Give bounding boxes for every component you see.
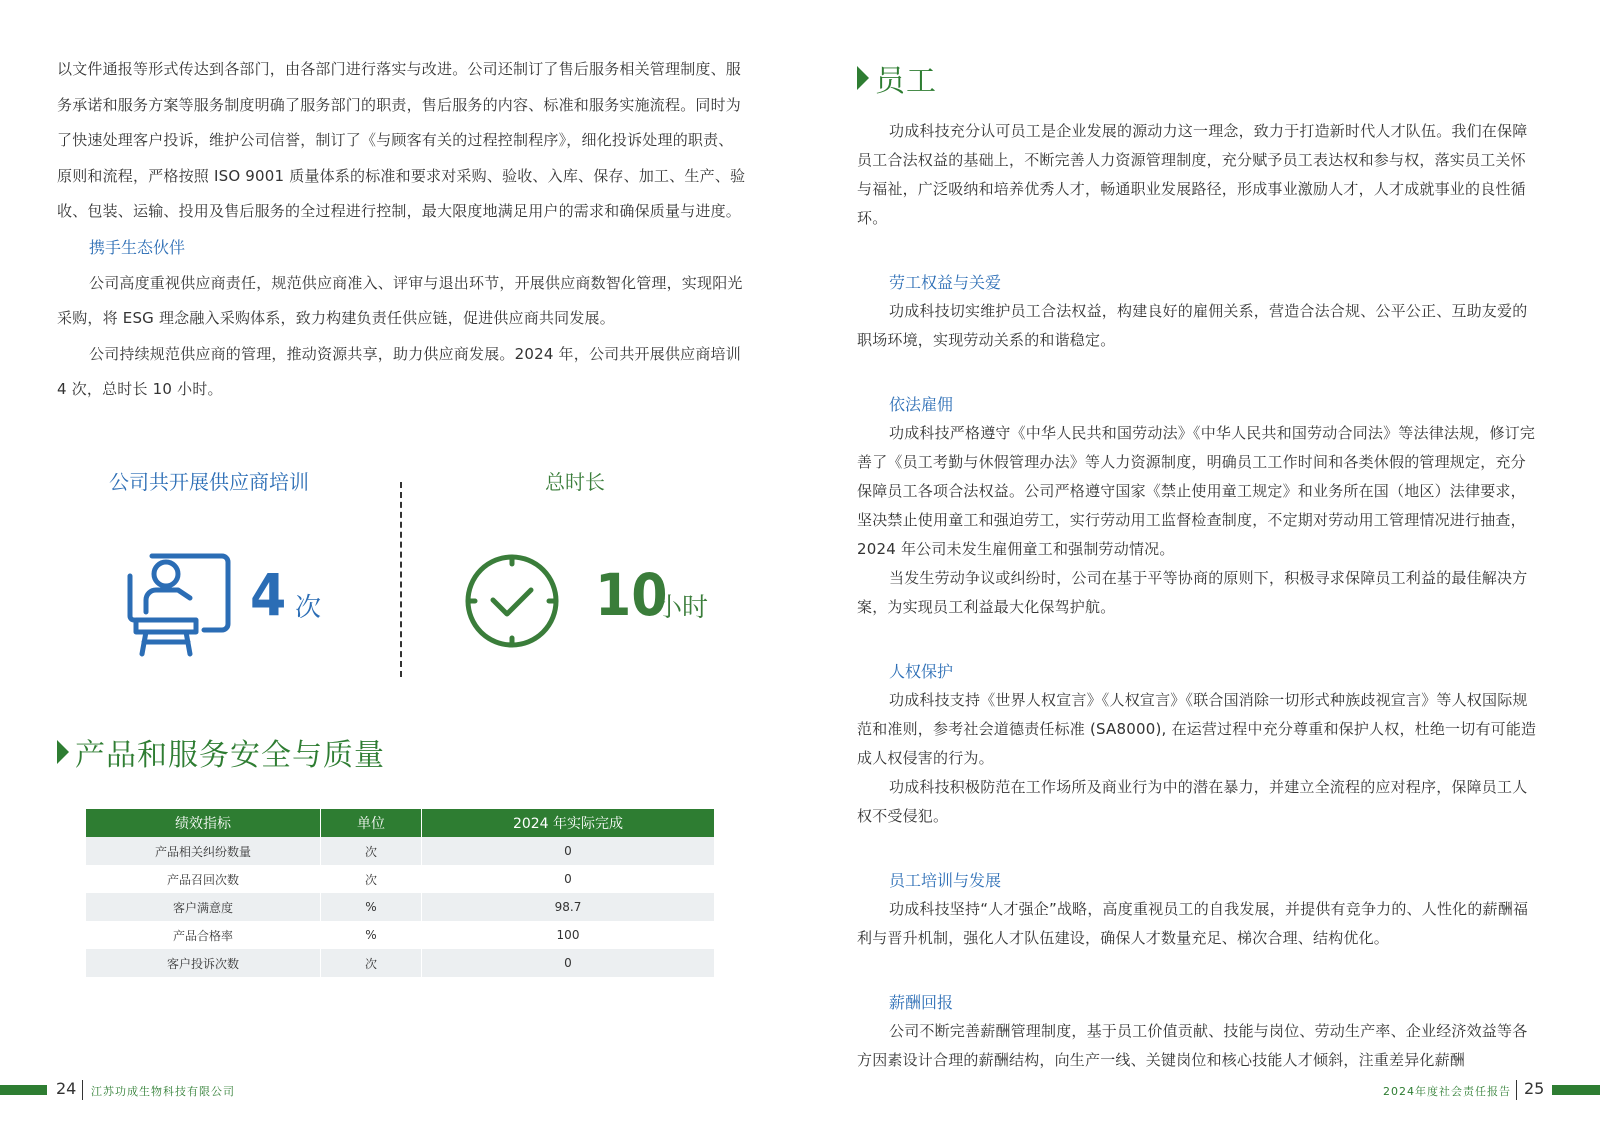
salary-heading: 薪酬回报 <box>889 993 954 1012</box>
lawful-hiring-paragraph-2: 当发生劳动争议或纠纷时，公司在基于平等协商的原则下，积极寻求保障员工利益的最佳解决方案，为实现员工利益最大化保驾护航。 <box>857 569 1528 616</box>
employee-section-title: 员工 <box>875 64 937 99</box>
quality-section-heading <box>57 730 385 774</box>
heading-arrow-icon <box>57 740 69 764</box>
partner-paragraph-2: 公司持续规范供应商的管理，推动资源共享，助力供应商发展。2024 年，公司共开展供应商培训 4 次，总时长 10 小时。 <box>57 344 741 398</box>
human-rights-paragraph-2: 功成科技积极防范在工作场所及商业行为中的潜在暴力，并建立全流程的应对程序，保障员工人权不受侵犯。 <box>857 778 1528 825</box>
footer-divider-left <box>82 1080 83 1100</box>
human-rights-heading: 人权保护 <box>889 662 954 681</box>
human-rights-paragraph-1: 功成科技支持《世界人权宣言》《人权宣言》《联合国消除一切形式种族歧视宣言》等人权国际规范和准则，参考社会道德责任标准 (SA8000), 在运营过程中充分尊重和保护人权，杜绝一切有可能造成人权侵害的行为。 <box>857 691 1537 767</box>
table-cell-value: 100 <box>422 921 715 949</box>
footer-bar-right <box>1552 1085 1600 1095</box>
lawful-hiring-paragraph-1: 功成科技严格遵守《中华人民共和国劳动法》《中华人民共和国劳动合同法》等法律法规，修订完善了《员工考勤与休假管理办法》等人力资源制度，明确员工工作时间和各类休假的管理规定，充分保障员工各项合法权益。公司严格遵守国家《禁止使用童工规定》和业务所在国（地区）法律要求，坚决禁止使用童工和强迫劳工，实行劳动用工监督检查制度，不定期对劳动用工管理情况进行抽查，2024 年公司未发生雇佣童工和强制劳动情况。 <box>857 424 1536 558</box>
labor-rights-paragraph: 功成科技切实维护员工合法权益，构建良好的雇佣关系，营造合法合规、公平公正、互助友爱的职场环境，实现劳动关系的和谐稳定。 <box>857 302 1528 349</box>
intro-paragraph: 以文件通报等形式传达到各部门，由各部门进行落实与改进。公司还制订了售后服务相关管理制度、服务承诺和服务方案等服务制度明确了服务部门的职责，售后服务的内容、标准和服务实施流程。同时为了快速处理客户投诉，维护公司信誉，制订了《与顾客有关的过程控制程序》，细化投诉处理的职责、原则和流程，严格按照 ISO 9001 质量体系的标准和要求对采购、验收、入库、保存、加工、生产、验收、包装、运输、投用及售后服务的全过程进行控制，最大限度地满足用户的需求和确保质量与进度。 <box>57 60 746 220</box>
partner-paragraph-1: 公司高度重视供应商责任，规范供应商准入、评审与退出环节，开展供应商数智化管理，实现阳光采购，将 ESG 理念融入采购体系，致力构建负责任供应链，促进供应商共同发展。 <box>57 273 743 327</box>
quality-section-title: 产品和服务安全与质量 <box>75 738 385 773</box>
table-cell-unit: 次 <box>321 837 422 865</box>
right-page <box>800 0 1600 1132</box>
table-cell-metric: 客户满意度 <box>86 893 321 921</box>
footer-bar-left <box>0 1085 47 1095</box>
duration-value: 10 <box>595 561 668 629</box>
training-paragraph: 功成科技坚持“人才强企”战略，高度重视员工的自我发展，并提供有竞争力的、人性化的薪酬福利与晋升机制，强化人才队伍建设，确保人才数量充足、梯次合理、结构优化。 <box>857 900 1529 947</box>
clock-icon <box>463 552 561 654</box>
table-row <box>86 921 714 949</box>
table-cell-unit: % <box>321 893 422 921</box>
table-cell-value: 0 <box>422 837 715 865</box>
table-cell-value: 0 <box>422 865 715 893</box>
training-count-unit: 次 <box>295 593 322 623</box>
footer-divider-right <box>1516 1080 1517 1100</box>
table-cell-metric: 产品召回次数 <box>86 865 321 893</box>
table-cell-unit: % <box>321 921 422 949</box>
table-row <box>86 865 714 893</box>
table-cell-metric: 产品相关纠纷数量 <box>86 837 321 865</box>
table-row <box>86 893 714 921</box>
partner-heading: 携手生态伙伴 <box>89 237 186 257</box>
table-cell-unit: 次 <box>321 949 422 977</box>
duration-stat-title: 总时长 <box>545 470 605 494</box>
quality-kpi-table <box>86 809 714 977</box>
table-header-actual: 2024 年实际完成 <box>422 809 715 837</box>
table-header-row <box>86 809 714 837</box>
table-cell-value: 0 <box>422 949 715 977</box>
table-cell-metric: 产品合格率 <box>86 921 321 949</box>
footer-company-name: 江苏功成生物科技有限公司 <box>91 1085 235 1098</box>
table-cell-metric: 客户投诉次数 <box>86 949 321 977</box>
table-header-metric: 绩效指标 <box>86 809 321 837</box>
employee-section-heading <box>857 56 937 100</box>
presenter-icon <box>122 546 232 662</box>
training-heading: 员工培训与发展 <box>889 871 1002 890</box>
table-header-unit: 单位 <box>321 809 422 837</box>
table-cell-unit: 次 <box>321 865 422 893</box>
page-number-left: 24 <box>56 1079 77 1098</box>
heading-arrow-icon <box>857 66 869 90</box>
duration-unit: 小时 <box>656 593 709 623</box>
training-count-value: 4 <box>250 561 287 629</box>
labor-rights-heading: 劳工权益与关爱 <box>889 273 1002 292</box>
footer-report-title: 2024年度社会责任报告 <box>1383 1085 1511 1098</box>
right-text-column <box>857 117 1537 1075</box>
page-number-right: 25 <box>1524 1079 1545 1098</box>
employee-intro: 功成科技充分认可员工是企业发展的源动力这一理念，致力于打造新时代人才队伍。我们在保障员工合法权益的基础上，不断完善人力资源管理制度，充分赋予员工表达权和参与权，落实员工关怀与福祉，广泛吸纳和培养优秀人才，畅通职业发展路径，形成事业激励人才，人才成就事业的良性循环。 <box>857 122 1528 227</box>
table-row <box>86 949 714 977</box>
stat-divider <box>400 482 402 677</box>
table-row <box>86 837 714 865</box>
left-text-column <box>57 52 747 408</box>
lawful-hiring-heading: 依法雇佣 <box>889 395 954 414</box>
training-stat-title: 公司共开展供应商培训 <box>109 470 309 494</box>
table-cell-value: 98.7 <box>422 893 715 921</box>
salary-paragraph: 公司不断完善薪酬管理制度，基于员工价值贡献、技能与岗位、劳动生产率、企业经济效益等各方因素设计合理的薪酬结构，向生产一线、关键岗位和核心技能人才倾斜，注重差异化薪酬 <box>857 1022 1528 1069</box>
